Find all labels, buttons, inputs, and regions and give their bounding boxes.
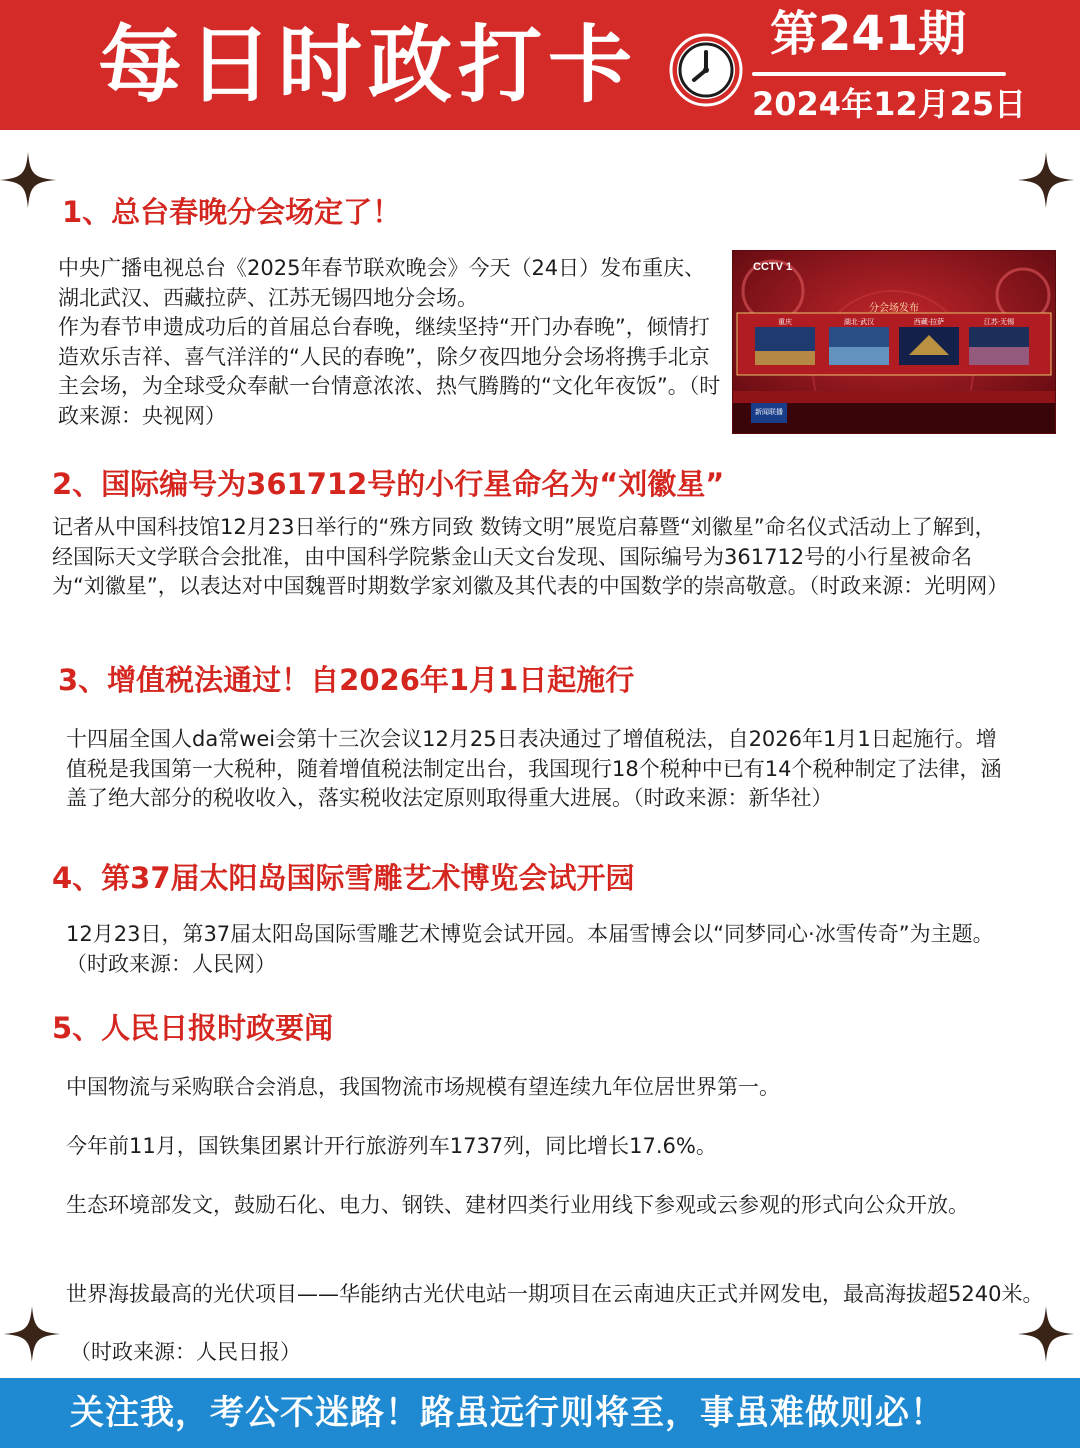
news-photo xyxy=(732,250,1056,434)
news-badge-label: 新闻联播 xyxy=(755,408,783,416)
section-2-heading: 2、国际编号为361712号的小行星命名为“刘徽星” xyxy=(52,467,725,501)
section-5-heading: 5、人民日报时政要闻 xyxy=(52,1011,334,1045)
footer-banner xyxy=(0,1378,1080,1448)
section-4-heading: 4、第37届太阳岛国际雪雕艺术博览会试开园 xyxy=(52,861,635,895)
section-4-paragraph: 12月23日，第37届太阳岛国际雪雕艺术博览会试开园。本届雪博会以“同梦同心·冰雪传奇”为主题。（时政来源：人民网） xyxy=(66,922,994,976)
sparkle-icon xyxy=(0,152,56,208)
section-1-paragraph: 作为春节申遗成功后的首届总台春晚，继续坚持“开门办春晚”，倾情打造欢乐吉祥、喜气洋洋的“人民的春晚”，除夕夜四地分会场将携手北京主会场，为全球受众奉献一台情意浓浓、热气腾腾的“文化年夜饭”。（时政来源：央视网） xyxy=(58,315,721,428)
section-1-paragraph: 中央广播电视总台《2025年春节联欢晚会》今天（24日）发布重庆、湖北武汉、西藏拉萨、江苏无锡四地分会场。 xyxy=(58,256,706,310)
sparkle-icon xyxy=(4,1306,60,1362)
issue-date: 2024年12月25日 xyxy=(752,85,1027,123)
section-5-paragraph: 生态环境部发文，鼓励石化、电力、钢铁、建材四类行业用线下参观或云参观的形式向公众开放。 xyxy=(66,1193,969,1217)
clock-icon xyxy=(668,32,744,108)
page-title: 每日时政打卡 xyxy=(98,16,639,114)
panel-label: 湖北·武汉 xyxy=(843,318,875,326)
section-2-paragraph: 记者从中国科技馆12月23日举行的“殊方同致 数铸文明”展览启幕暨“刘徽星”命名仪式活动上了解到，经国际天文学联合会批准，由中国科学院紫金山天文台发现、国际编号为361712号的小行星被命名为“刘徽星”，以表达对中国魏晋时期数学家刘徽及其代表的中国数学的崇高敬意。（时政来源：光明网） xyxy=(52,515,1009,598)
panel-label: 江苏·无锡 xyxy=(983,318,1015,326)
issue-number: 第241期 xyxy=(770,6,967,62)
section-5-paragraph: 中国物流与采购联合会消息，我国物流市场规模有望连续九年位居世界第一。 xyxy=(66,1075,780,1099)
section-5-source: （时政来源：人民日报） xyxy=(70,1340,301,1364)
section-3-paragraph: 十四届全国人da常wei会第十三次会议12月25日表决通过了增值税法，自2026年1月1日起施行。增值税是我国第一大税种，随着增值税法制定出台，我国现行18个税种中已有14个税种制定了法律，涵盖了绝大部分的税收收入，落实税收法定原则取得重大进展。（时政来源：新华社） xyxy=(66,727,1002,810)
panel-label: 西藏·拉萨 xyxy=(913,318,945,326)
panel-label: 重庆 xyxy=(778,318,792,326)
section-5-paragraph: 世界海拔最高的光伏项目——华能纳古光伏电站一期项目在云南迪庆正式并网发电，最高海拔超5240米。 xyxy=(66,1282,1044,1306)
header-banner xyxy=(0,0,1080,130)
cctv-logo: CCTV 1 xyxy=(753,261,793,273)
section-5-paragraph: 今年前11月，国铁集团累计开行旅游列车1737列，同比增长17.6%。 xyxy=(66,1134,717,1158)
stage-illustration xyxy=(733,251,1055,433)
section-1-heading: 1、总台春晚分会场定了！ xyxy=(62,195,402,229)
sparkle-icon xyxy=(1018,152,1074,208)
section-3-heading: 3、增值税法通过！自2026年1月1日起施行 xyxy=(58,663,635,697)
image-caption: 分会场发布 xyxy=(869,303,919,314)
header-divider xyxy=(752,72,1006,76)
footer-slogan: 关注我，考公不迷路！路虽远行则将至，事虽难做则必！ xyxy=(70,1393,945,1433)
